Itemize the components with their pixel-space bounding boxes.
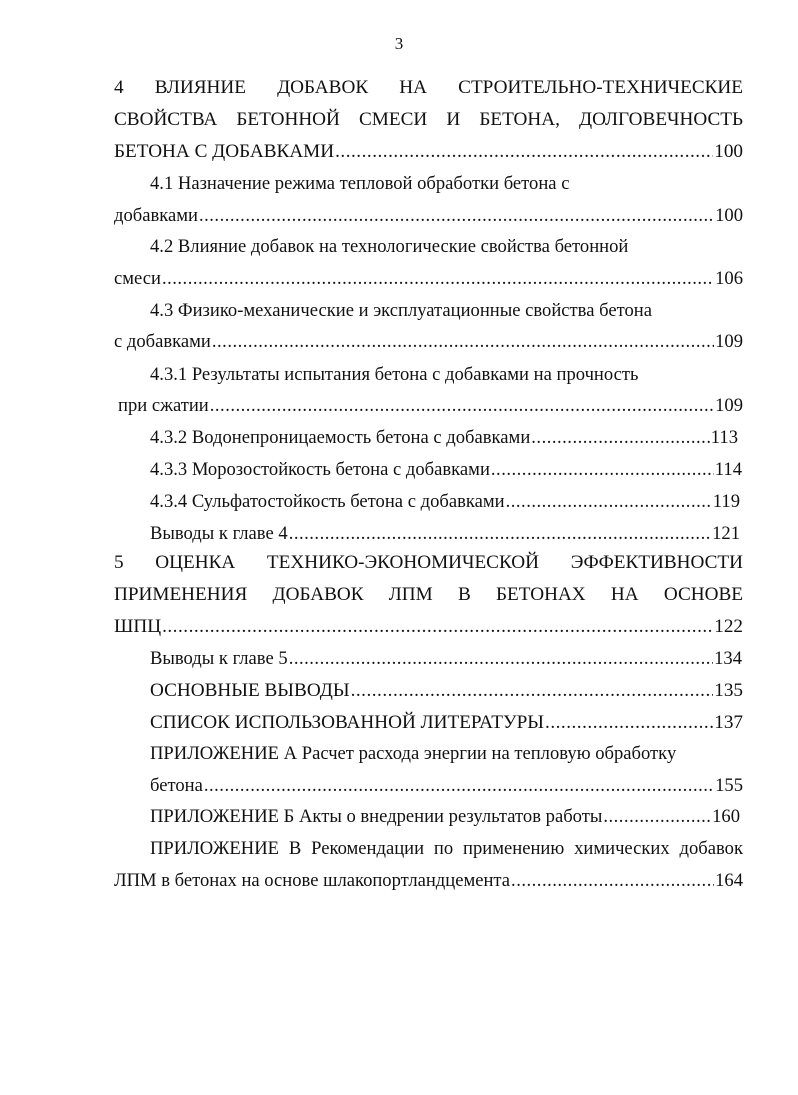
toc-4-3-1-label: при сжатии — [118, 395, 209, 416]
toc-appendix-b — [150, 806, 740, 828]
toc-4-3-2-page: 113 — [710, 427, 738, 448]
dot-leader — [603, 806, 711, 828]
toc-appendix-a-line2 — [150, 775, 743, 797]
toc-conclusions-ch4-label: Выводы к главе 4 — [150, 523, 288, 544]
toc-appendix-a-line1: ПРИЛОЖЕНИЕ А Расчет расхода энергии на тепловую обработку — [150, 743, 677, 764]
toc-main-conclusions-page: 135 — [714, 680, 743, 701]
dot-leader — [210, 395, 714, 417]
dot-leader — [545, 712, 713, 734]
toc-conclusions-ch4 — [150, 523, 740, 545]
toc-4-2-line1: 4.2 Влияние добавок на технологические свойства бетонной — [150, 236, 629, 257]
toc-appendix-a-page: 155 — [715, 775, 743, 796]
toc-appendix-c-label: ЛПМ в бетонах на основе шлакопортландцемента — [114, 870, 511, 891]
toc-4-2-label: смеси — [114, 268, 161, 289]
toc-4-3-1-line1: 4.3.1 Результаты испытания бетона с добавками на прочность — [150, 364, 639, 385]
toc-4-3-3 — [150, 459, 742, 481]
toc-4-3-2 — [150, 427, 738, 449]
toc-ch4-line2: СВОЙСТВА БЕТОННОЙ СМЕСИ И БЕТОНА, ДОЛГОВЕЧНОСТЬ — [114, 109, 743, 130]
dot-leader — [506, 491, 712, 513]
toc-conclusions-ch4-page: 121 — [712, 523, 740, 544]
dot-leader — [162, 616, 713, 638]
toc-4-2-line2 — [114, 268, 743, 290]
dot-leader — [289, 523, 711, 545]
toc-conclusions-ch5-page: 134 — [714, 648, 742, 669]
toc-4-3-3-label: 4.3.3 Морозостойкость бетона с добавками — [150, 459, 490, 480]
toc-4-3-1-line2 — [118, 395, 743, 417]
toc-4-1-page: 100 — [715, 205, 743, 226]
toc-4-3-4-label: 4.3.4 Сульфатостойкость бетона с добавками — [150, 491, 505, 512]
toc-appendix-b-page: 160 — [712, 806, 740, 827]
toc-ch4-line3 — [114, 141, 743, 163]
toc-ch4-label: БЕТОНА С ДОБАВКАМИ — [114, 141, 335, 162]
page-number: 3 — [394, 34, 404, 53]
toc-references-page: 137 — [714, 712, 743, 733]
dot-leader — [491, 459, 714, 481]
dot-leader — [531, 427, 710, 449]
toc-4-3-line1: 4.3 Физико-механические и эксплуатационные свойства бетона — [150, 300, 652, 321]
toc-4-3-2-label: 4.3.2 Водонепроницаемость бетона с добавками — [150, 427, 531, 448]
dot-leader — [162, 268, 714, 290]
toc-main-conclusions-label: ОСНОВНЫЕ ВЫВОДЫ — [150, 680, 350, 701]
toc-references-label: СПИСОК ИСПОЛЬЗОВАННОЙ ЛИТЕРАТУРЫ — [150, 712, 545, 733]
dot-leader — [511, 870, 714, 892]
toc-conclusions-ch5-label: Выводы к главе 5 — [150, 648, 288, 669]
toc-ch4-page: 100 — [714, 141, 743, 162]
dot-leader — [204, 775, 714, 797]
toc-ch5-page: 122 — [714, 616, 743, 637]
dot-leader — [212, 331, 714, 353]
toc-4-3-line2 — [114, 331, 743, 353]
toc-appendix-c-line2 — [114, 870, 743, 892]
dot-leader — [335, 141, 713, 163]
toc-4-3-3-page: 114 — [714, 459, 742, 480]
toc-4-3-1-page: 109 — [715, 395, 743, 416]
toc-4-3-4-page: 119 — [712, 491, 740, 512]
toc-4-1-line1: 4.1 Назначение режима тепловой обработки бетона с — [150, 173, 570, 194]
toc-ch5-line2: ПРИМЕНЕНИЯ ДОБАВОК ЛПМ В БЕТОНАХ НА ОСНОВЕ — [114, 584, 743, 605]
dot-leader — [351, 680, 714, 702]
toc-appendix-c-line1: ПРИЛОЖЕНИЕ В Рекомендации по применению химических добавок — [150, 838, 743, 859]
toc-4-2-page: 106 — [715, 268, 743, 289]
toc-4-3-page: 109 — [715, 331, 743, 352]
toc-ch5-line3 — [114, 616, 743, 638]
toc-appendix-b-label: ПРИЛОЖЕНИЕ Б Акты о внедрении результатов работы — [150, 806, 603, 827]
toc-conclusions-ch5 — [150, 648, 742, 670]
dot-leader — [289, 648, 713, 670]
toc-ch5-line1: 5 ОЦЕНКА ТЕХНИКО-ЭКОНОМИЧЕСКОЙ ЭФФЕКТИВНОСТИ — [114, 552, 743, 573]
toc-4-1-line2 — [114, 205, 743, 227]
toc-references — [150, 712, 743, 734]
toc-4-1-label: добавками — [114, 205, 198, 226]
toc-ch5-label: ШПЦ — [114, 616, 162, 637]
toc-appendix-a-label: бетона — [150, 775, 203, 796]
toc-4-3-4 — [150, 491, 740, 513]
toc-appendix-c-page: 164 — [715, 870, 743, 891]
toc-4-3-label: с добавками — [114, 331, 211, 352]
toc-main-conclusions — [150, 680, 743, 702]
dot-leader — [199, 205, 714, 227]
toc-ch4-line1: 4 ВЛИЯНИЕ ДОБАВОК НА СТРОИТЕЛЬНО-ТЕХНИЧЕСКИЕ — [114, 77, 743, 98]
